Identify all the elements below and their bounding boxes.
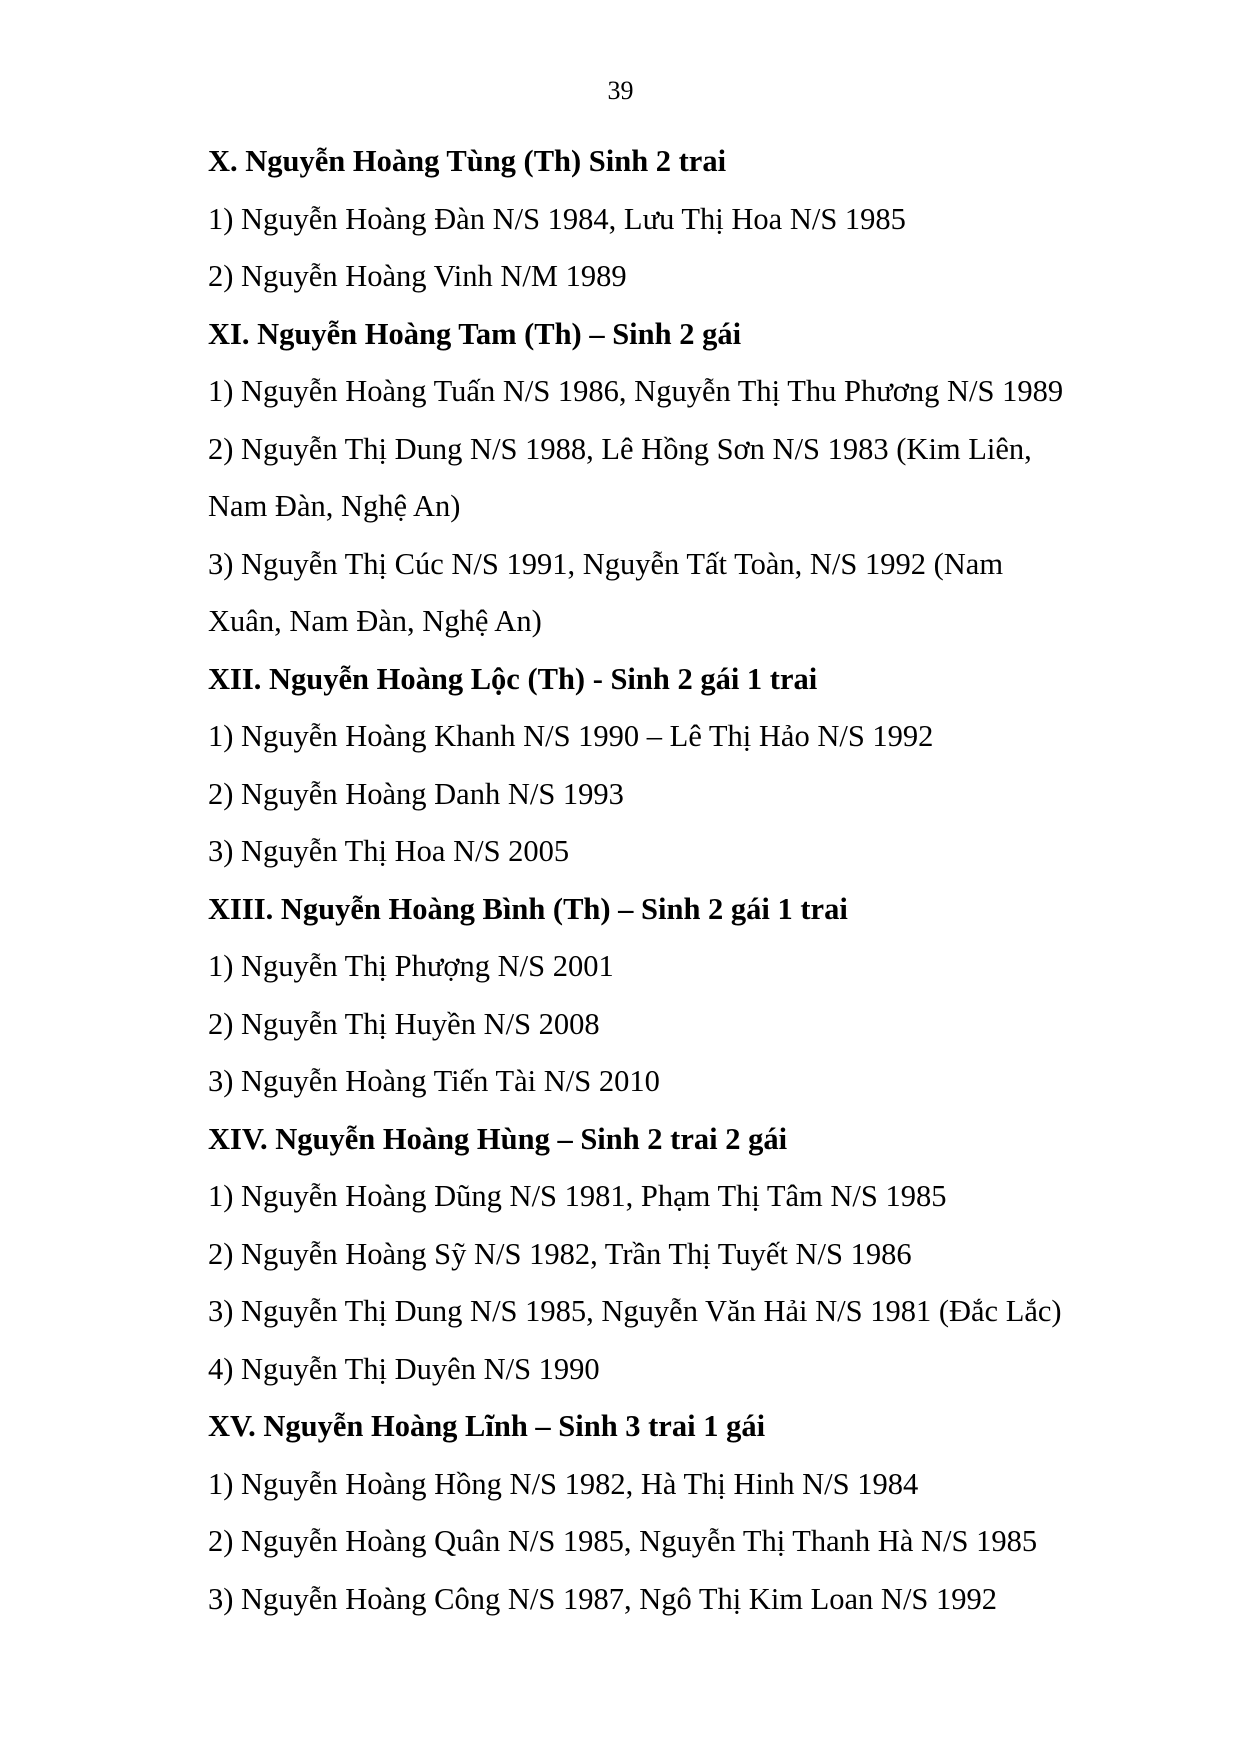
section-heading: XV. Nguyễn Hoàng Lĩnh – Sinh 3 trai 1 gái bbox=[208, 1409, 766, 1443]
list-item: 1) Nguyễn Thị Phượng N/S 2001 bbox=[208, 949, 614, 983]
list-item: 2) Nguyễn Hoàng Danh N/S 1993 bbox=[208, 776, 624, 811]
section-heading: XIV. Nguyễn Hoàng Hùng – Sinh 2 trai 2 gái bbox=[208, 1121, 788, 1156]
list-item: Xuân, Nam Đàn, Nghệ An) bbox=[208, 604, 542, 638]
section-heading: XI. Nguyễn Hoàng Tam (Th) – Sinh 2 gái bbox=[208, 316, 742, 351]
list-item: Nam Đàn, Nghệ An) bbox=[208, 489, 461, 523]
list-item: 2) Nguyễn Hoàng Quân N/S 1985, Nguyễn Thị Thanh Hà N/S 1985 bbox=[208, 1524, 1038, 1558]
page-number: 39 bbox=[607, 76, 634, 105]
list-item: 2) Nguyễn Thị Huyền N/S 2008 bbox=[208, 1006, 600, 1041]
list-item: 3) Nguyễn Thị Dung N/S 1985, Nguyễn Văn Hải N/S 1981 (Đắc Lắc) bbox=[208, 1294, 1062, 1328]
list-item: 1) Nguyễn Hoàng Đàn N/S 1984, Lưu Thị Hoa N/S 1985 bbox=[208, 201, 906, 236]
list-item: 2) Nguyễn Thị Dung N/S 1988, Lê Hồng Sơn N/S 1983 (Kim Liên, bbox=[208, 431, 1032, 466]
section-heading: XIII. Nguyễn Hoàng Bình (Th) – Sinh 2 gái 1 trai bbox=[208, 891, 848, 926]
list-item: 3) Nguyễn Hoàng Công N/S 1987, Ngô Thị Kim Loan N/S 1992 bbox=[208, 1581, 998, 1616]
list-item: 3) Nguyễn Thị Hoa N/S 2005 bbox=[208, 834, 570, 868]
list-item: 2) Nguyễn Hoàng Vinh N/M 1989 bbox=[208, 259, 627, 293]
section-heading: XII. Nguyễn Hoàng Lộc (Th) - Sinh 2 gái 1 trai bbox=[208, 661, 818, 696]
list-item: 1) Nguyễn Hoàng Dũng N/S 1981, Phạm Thị Tâm N/S 1985 bbox=[208, 1179, 947, 1213]
list-item: 1) Nguyễn Hoàng Tuấn N/S 1986, Nguyễn Thị Thu Phương N/S 1989 bbox=[208, 374, 1064, 408]
list-item: 3) Nguyễn Hoàng Tiến Tài N/S 2010 bbox=[208, 1064, 660, 1098]
list-item: 1) Nguyễn Hoàng Khanh N/S 1990 – Lê Thị Hảo N/S 1992 bbox=[208, 719, 934, 753]
list-item: 4) Nguyễn Thị Duyên N/S 1990 bbox=[208, 1351, 600, 1386]
list-item: 3) Nguyễn Thị Cúc N/S 1991, Nguyễn Tất Toàn, N/S 1992 (Nam bbox=[208, 546, 1004, 581]
section-heading: X. Nguyễn Hoàng Tùng (Th) Sinh 2 trai bbox=[208, 144, 727, 178]
list-item: 2) Nguyễn Hoàng Sỹ N/S 1982, Trần Thị Tuyết N/S 1986 bbox=[208, 1236, 912, 1271]
list-item: 1) Nguyễn Hoàng Hồng N/S 1982, Hà Thị Hinh N/S 1984 bbox=[208, 1466, 919, 1501]
document-body bbox=[208, 133, 1168, 1628]
